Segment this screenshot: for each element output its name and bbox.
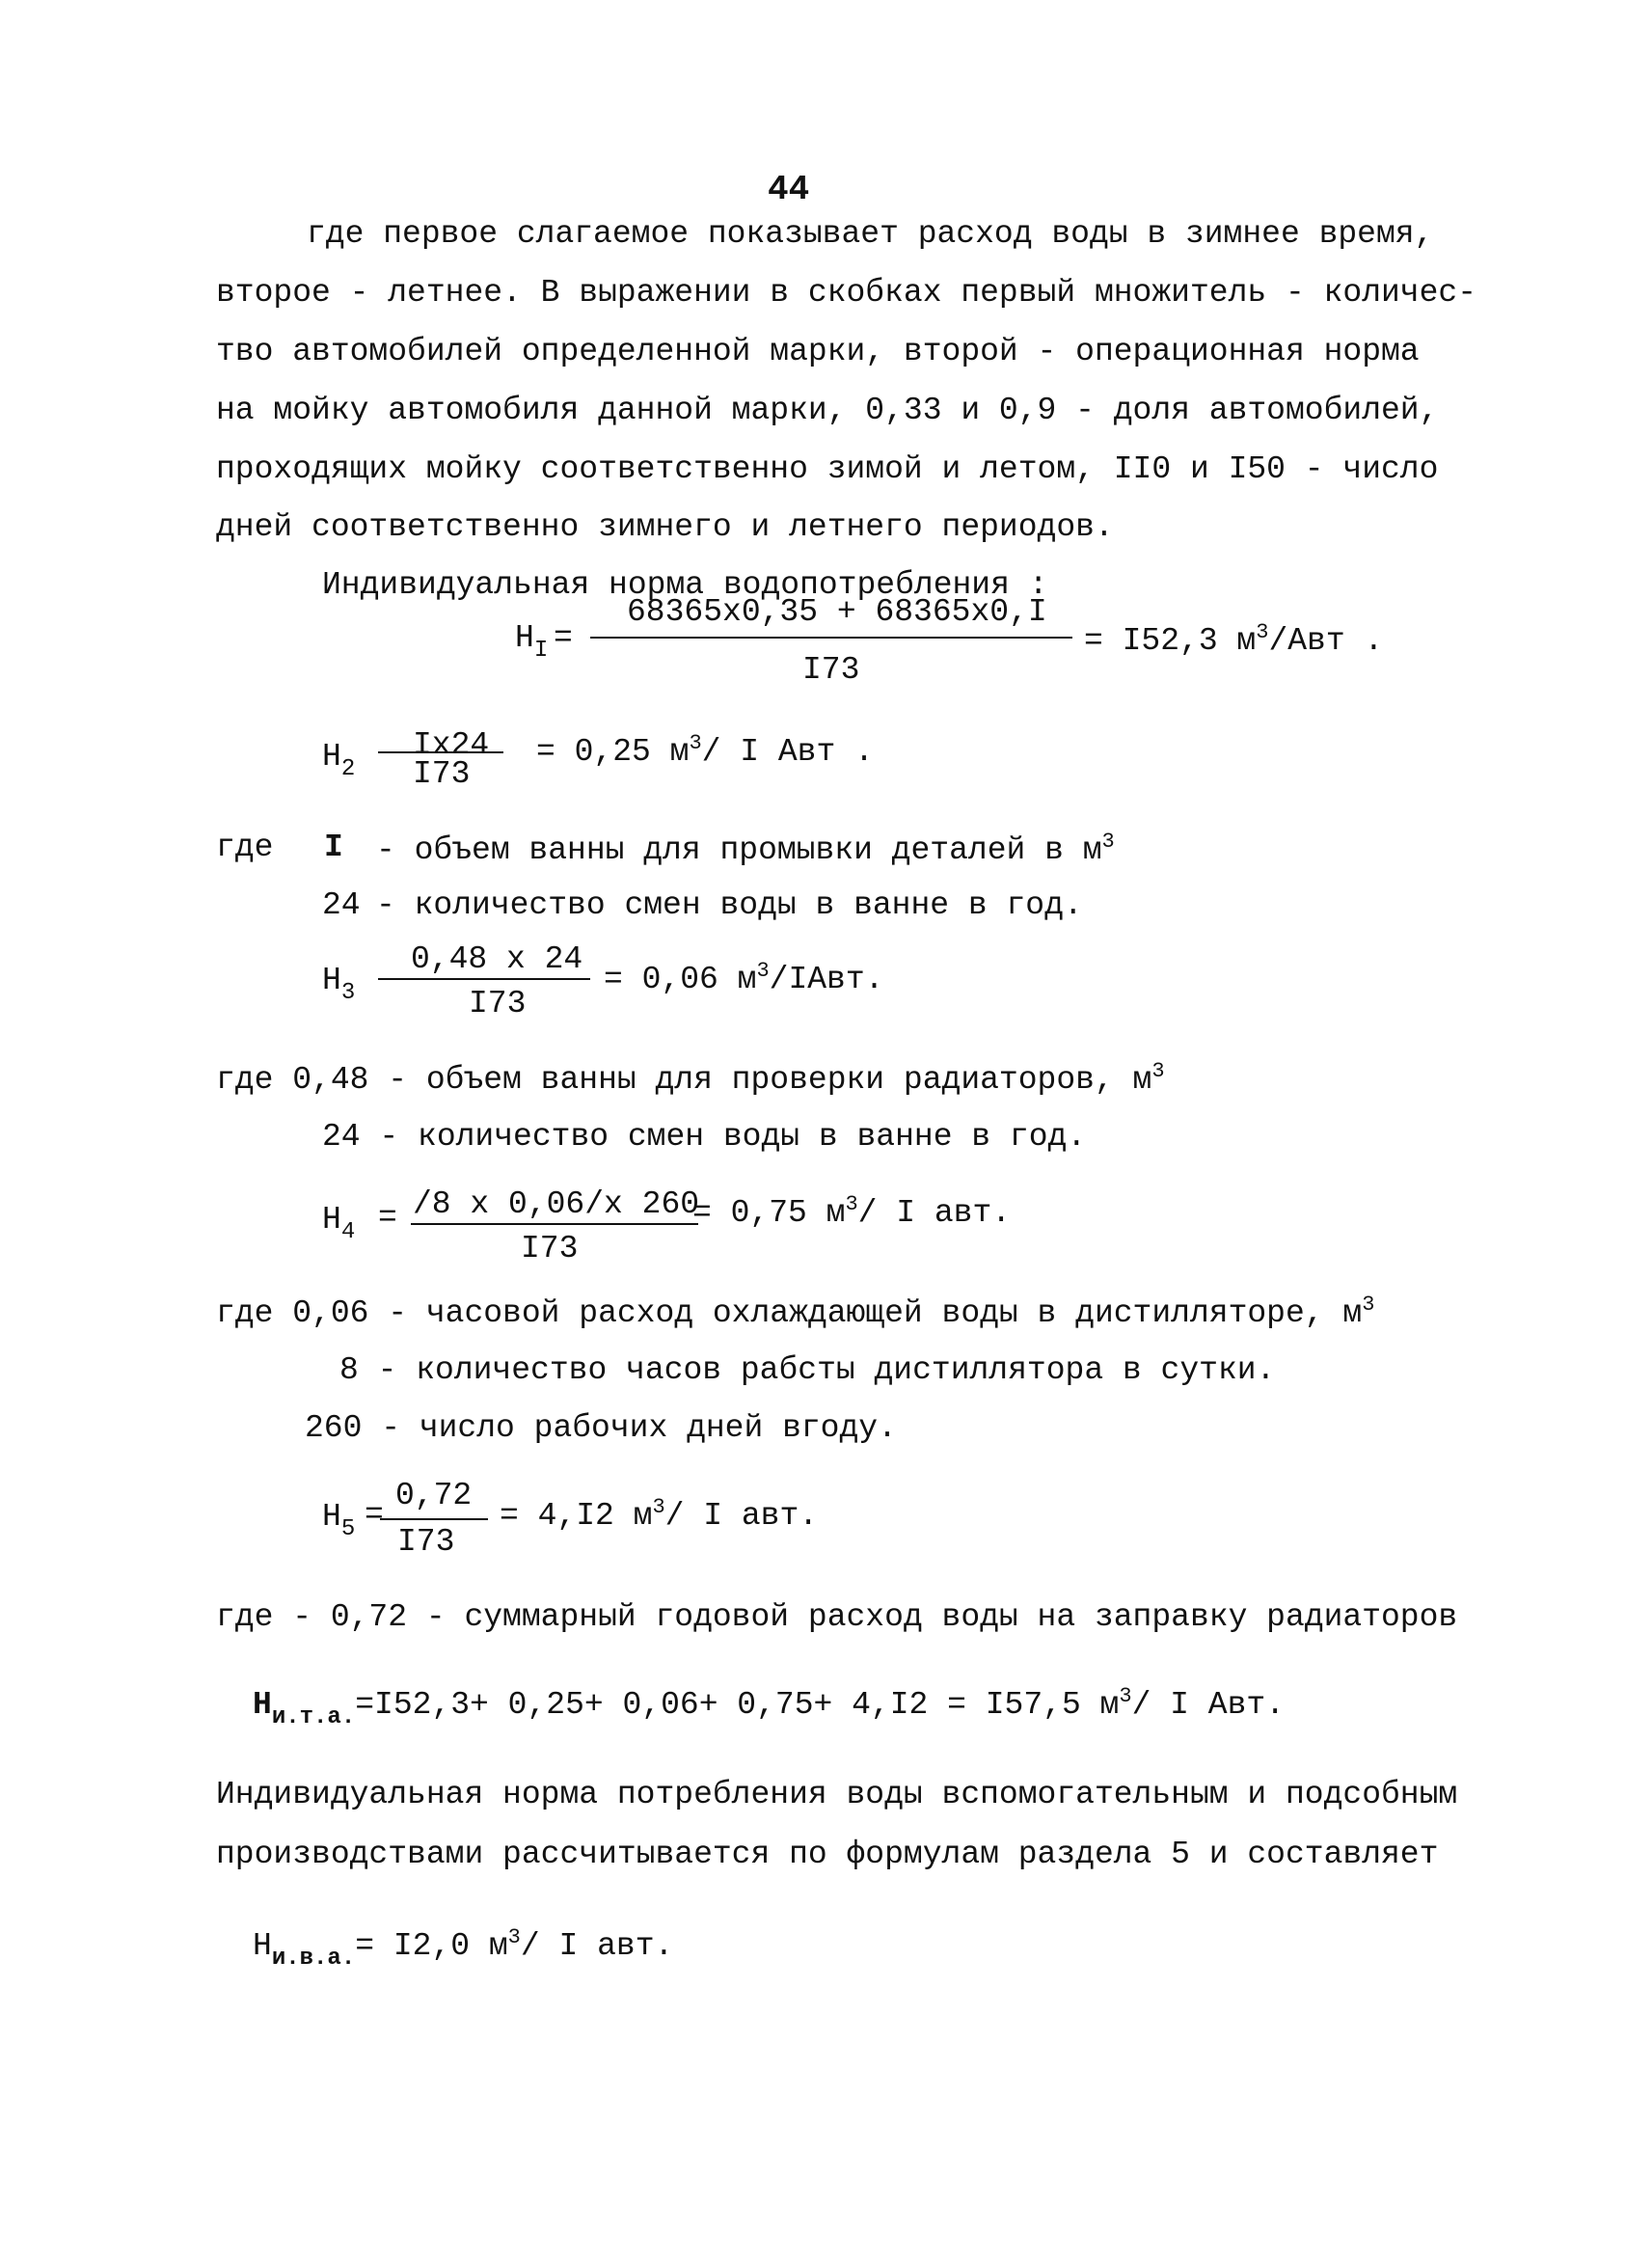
formula-result: = 0,75 $м^3/$ I авт. (692, 1192, 1012, 1231)
note-text: 8 - количество часов рабсты дистиллятора в сутки. (339, 1352, 1276, 1388)
fraction-denominator: I73 (413, 756, 471, 792)
formula-label: $Н_5$ (322, 1499, 356, 1542)
formula-result: = I52,3 $м^3$/Авт . (1084, 620, 1384, 659)
note-value: I (324, 830, 343, 865)
equals-sign: = (554, 620, 573, 656)
paragraph-line: производствами рассчитывается по формулам раздела 5 и составляет (216, 1837, 1439, 1872)
formula-result: = 4,I2 $м^3/$ I авт. (500, 1495, 819, 1534)
note-text: 260 - число рабочих дней вгоду. (305, 1410, 897, 1446)
formula-label: $Н_4$ (322, 1202, 356, 1245)
intro-norm: Индивидуальная норма водопотребления : (322, 567, 1048, 603)
paragraph-line: где первое слагаемое показывает расход воды в зимнее время, (307, 216, 1434, 252)
where-word: где (216, 830, 274, 865)
fraction-numerator: 0,72 (395, 1478, 473, 1513)
note-text: где - 0,72 - суммарный годовой расход воды на заправку радиаторов (216, 1599, 1458, 1635)
formula-result: = 0,06 $м^3$/IАвт. (604, 959, 884, 997)
paragraph-line: дней соответственно зимнего и летнего периодов. (216, 509, 1114, 545)
fraction-denominator: I73 (521, 1231, 579, 1266)
note-text: где 0,48 - объем ванны для проверки радиаторов, $м^3$ (216, 1059, 1165, 1098)
fraction-bar (411, 1223, 698, 1225)
fraction-numerator: Iх24 (413, 727, 490, 763)
equals-sign: = (378, 1200, 397, 1236)
paragraph-line: проходящих мойку соответственно зимой и летом, II0 и I50 - число (216, 451, 1439, 487)
formula-total-iva: $Н_{и.в.а.}= I2,0$ $м^3/$ I авт. (253, 1925, 674, 1972)
note-text: 24 - количество смен воды в ванне в год. (322, 1119, 1087, 1155)
fraction-numerator: 68365х0,35 + 68365х0,I (627, 594, 1047, 630)
fraction-numerator: /8 х 0,06/х 260 (413, 1186, 700, 1222)
note-text: - количество смен воды в ванне в год. (376, 887, 1083, 923)
paragraph-line: второе - летнее. В выражении в скобках первый множитель - количес- (216, 275, 1477, 311)
fraction-bar (380, 1518, 488, 1520)
page-number: 44 (768, 170, 810, 209)
paragraph-line: Индивидуальная норма потребления воды вспомогательным и подсобным (216, 1777, 1458, 1812)
formula-label: $Н_I$ (515, 620, 549, 664)
fraction-denominator: I73 (469, 986, 527, 1021)
note-text: где 0,06 - часовой расход охлаждающей воды в дистилляторе, $м^3$ (216, 1293, 1375, 1331)
fraction-bar (590, 637, 1072, 639)
equals-sign: = (365, 1497, 384, 1533)
fraction-bar (378, 751, 503, 753)
formula-label: $Н_2$ (322, 739, 356, 782)
formula-label: $Н_3$ (322, 963, 356, 1006)
formula-total-ita: $Н_{и.т.а.}=I52,3+ 0,25+ 0,06+ 0,75+ 4,I2 = I57,5$ $м^3/$ I Авт. (253, 1684, 1286, 1730)
fraction-numerator: 0,48 х 24 (411, 941, 583, 977)
fraction-denominator: I73 (802, 652, 860, 688)
paragraph-line: тво автомобилей определенной марки, второй - операционная норма (216, 334, 1420, 369)
formula-result: = 0,25 $м^3/$ I Авт . (536, 731, 874, 770)
fraction-denominator: I73 (397, 1524, 455, 1560)
fraction-bar (378, 978, 590, 980)
note-text: - объем ванны для промывки деталей в $м^3$ (376, 830, 1115, 868)
note-value: 24 (322, 887, 361, 923)
paragraph-line: на мойку автомобиля данной марки, 0,33 и 0,9 - доля автомобилей, (216, 393, 1439, 428)
